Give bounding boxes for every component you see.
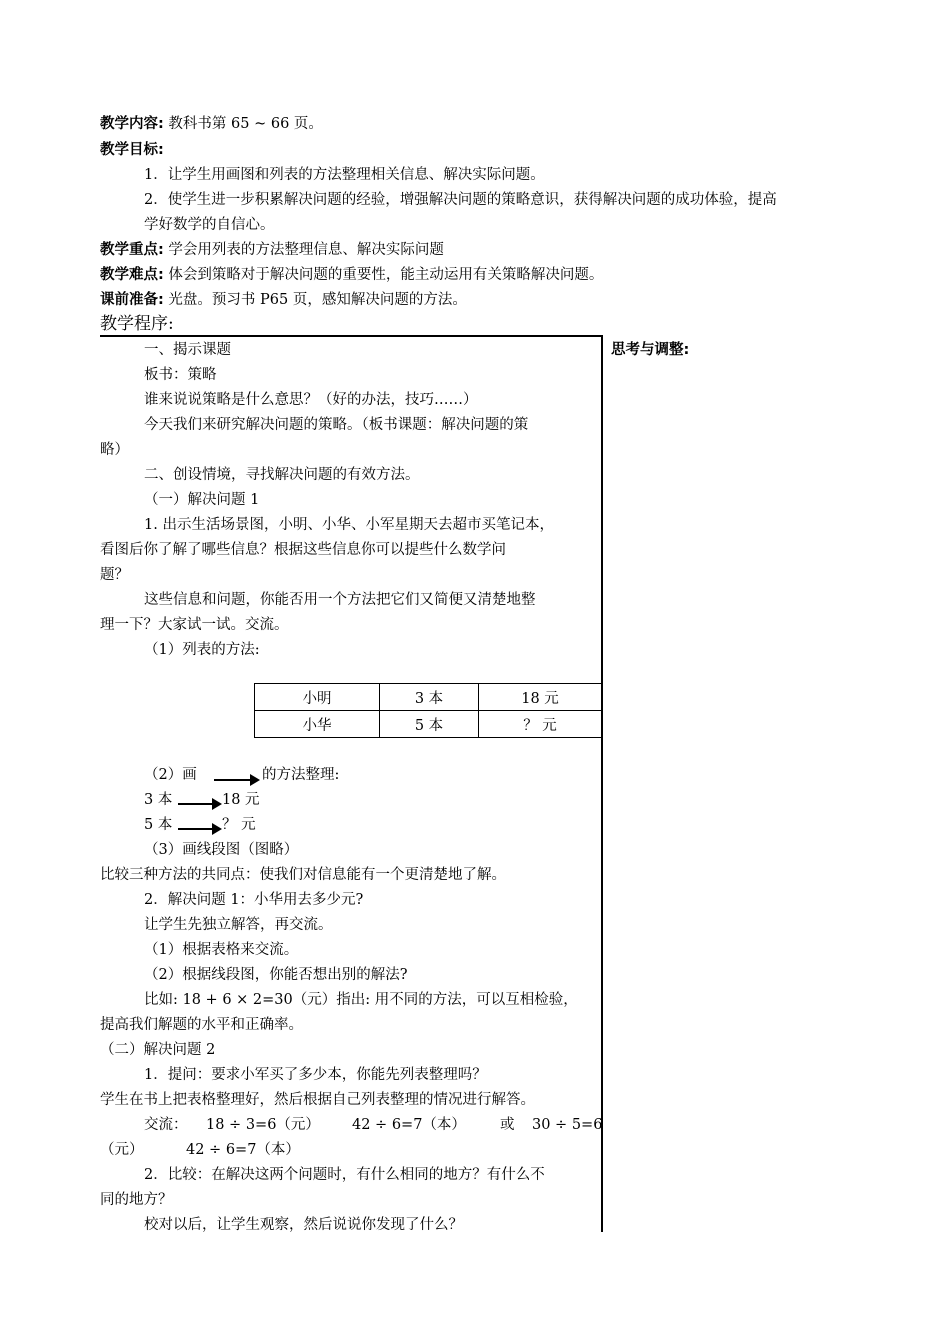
method-arrow-label: （2）画 (144, 767, 197, 783)
reflection-title: 思考与调整: (611, 342, 690, 358)
body-line: 让学生先独立解答，再交流。 (144, 917, 333, 933)
body-line: 2．比较：在解决这两个问题时，有什么相同的地方？有什么不 (144, 1167, 545, 1183)
body-line: 1．提问：要求小军买了多少本，你能先列表整理吗？ (144, 1067, 487, 1083)
key-point-text: 学会用列表的方法整理信息、解决实际问题 (168, 242, 444, 258)
goal-2-line2: 学好数学的自信心。 (144, 217, 275, 233)
equation: 42 ÷ 6=7（本） (186, 1142, 300, 1158)
body-line: 1. 出示生活场景图，小明、小华、小军星期天去超市买笔记本， (144, 517, 554, 533)
or-word: 或 (500, 1117, 515, 1133)
body-line: 比如: 18 + 6 × 2=30（元）指出: 用不同的方法，可以互相检验， (144, 992, 578, 1008)
teaching-content-text: 教科书第 65 ~ 66 页。 (168, 116, 323, 132)
section-reveal-topic: 一、揭示课题 (144, 342, 231, 358)
body-line: （1）根据表格来交流。 (144, 942, 299, 958)
teaching-content-line (100, 114, 323, 134)
preparation-line (100, 290, 467, 310)
exchange-label: 交流： (144, 1117, 188, 1133)
subsection-problem-1: （一）解决问题 1 (144, 492, 260, 508)
arrow-row-2-left: 5 本 (144, 817, 173, 833)
body-line: 比较三种方法的共同点：使我们对信息能有一个更清楚地了解。 (100, 867, 506, 883)
table-cell: 18 元 (479, 684, 602, 711)
table-row (255, 711, 602, 738)
goal-1: 1．让学生用画图和列表的方法整理相关信息、解决实际问题。 (144, 167, 545, 183)
body-line: 理一下？大家试一试。交流。 (100, 617, 289, 633)
table-row (255, 684, 602, 711)
body-line: 校对以后，让学生观察，然后说说你发现了什么？ (144, 1217, 463, 1233)
table-cell: 小明 (255, 684, 380, 711)
board-strategy: 板书：策略 (144, 367, 217, 383)
table-cell: 3 本 (380, 684, 479, 711)
body-line: 2．解决问题 1：小华用去多少元? (144, 892, 364, 908)
body-line: 略） (100, 442, 129, 458)
equation: 42 ÷ 6=7（本） (352, 1117, 466, 1133)
preparation-label: 课前准备: (100, 292, 164, 308)
teaching-content-label: 教学内容: (100, 116, 164, 132)
method-segment-label: （3）画线段图（图略） (144, 842, 299, 858)
table-cell: 小华 (255, 711, 380, 738)
difficulty-line (100, 265, 603, 285)
arrow-right-icon (178, 823, 222, 835)
equation: 18 ÷ 3=6（元） (206, 1117, 320, 1133)
table-cell: ？ 元 (479, 711, 602, 738)
body-line: 谁来说说策略是什么意思？（好的办法，技巧……） (144, 392, 478, 408)
body-line: 这些信息和问题，你能否用一个方法把它们又简便又清楚地整 (144, 592, 536, 608)
equation: 30 ÷ 5=6 (532, 1117, 603, 1133)
key-point-label: 教学重点: (100, 242, 164, 258)
preparation-text: 光盘。预习书 P65 页，感知解决问题的方法。 (168, 292, 467, 308)
procedure-top-rule (100, 335, 602, 337)
body-line: 同的地方？ (100, 1192, 173, 1208)
body-line: 题？ (100, 567, 129, 583)
method-arrow-label-tail: 的方法整理: (262, 767, 340, 783)
teaching-goals-label: 教学目标: (100, 142, 164, 158)
body-line: 看图后你了解了哪些信息？根据这些信息你可以提些什么数学问 (100, 542, 506, 558)
table-cell: 5 本 (380, 711, 479, 738)
goal-2-line1: 2．使学生进一步积累解决问题的经验，增强解决问题的策略意识，获得解决问题的成功体验，提高 (144, 192, 777, 208)
body-line: （2）根据线段图，你能否想出别的解法? (144, 967, 408, 983)
method-table-label: （1）列表的方法: (144, 642, 260, 658)
arrow-row-1-right: 18 元 (222, 792, 260, 808)
difficulty-label: 教学难点: (100, 267, 164, 283)
arrow-right-icon (214, 774, 260, 786)
arrow-right-icon (178, 798, 222, 810)
arrow-row-2-right: ？ 元 (222, 817, 256, 833)
key-point-line (100, 240, 444, 260)
body-line: 今天我们来研究解决问题的策略。（板书课题：解决问题的策 (144, 417, 529, 433)
difficulty-text: 体会到策略对于解决问题的重要性，能主动运用有关策略解决问题。 (168, 267, 604, 283)
subsection-problem-2: （二）解决问题 2 (100, 1042, 216, 1058)
body-line: 提高我们解题的水平和正确率。 (100, 1017, 303, 1033)
column-divider (601, 335, 603, 1232)
unit-yuan: （元） (100, 1142, 144, 1158)
body-line: 学生在书上把表格整理好，然后根据自己列表整理的情况进行解答。 (100, 1092, 535, 1108)
procedure-label: 教学程序: (100, 314, 174, 334)
info-table (254, 683, 602, 738)
section-scenario: 二、创设情境，寻找解决问题的有效方法。 (144, 467, 420, 483)
arrow-row-1-left: 3 本 (144, 792, 173, 808)
